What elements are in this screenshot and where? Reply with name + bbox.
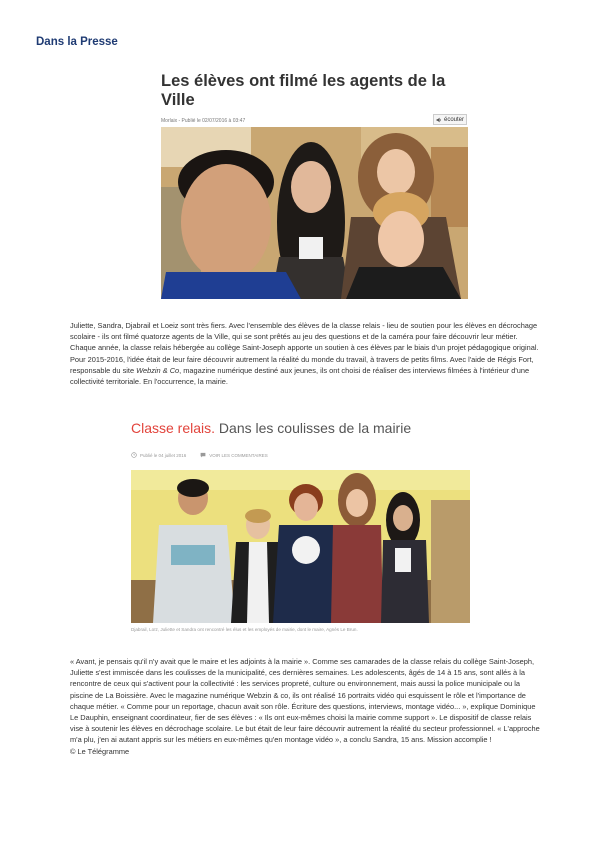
intro-paragraph-2: Pour 2015-2016, l'idée était de leur faire découvrir autrement la réalité du monde du travail, à travers de petits films. Avec l'aide de Régis Fort, responsable du site Webzin & Co, magazine numérique destiné aux jeunes, ils ont choisi de réaliser des interviews filmées à l'intérieur d'une collectivité territoriale. En l'occurrence, la mairie.: [70, 354, 534, 387]
comments-link[interactable]: [200, 452, 267, 458]
listen-button[interactable]: [433, 114, 467, 125]
mairie-group-photo: [131, 470, 470, 623]
clock-icon: [131, 452, 137, 458]
students-photo: [161, 127, 468, 299]
comments-label: VOIR LES COMMENTAIRES: [209, 452, 268, 458]
article-title: Les élèves ont filmé les agents de la Ville: [161, 72, 446, 109]
title-rest: Dans les coulisses de la mairie: [215, 420, 412, 436]
article-meta: Morlaix - Publié le 02/07/2016 à 03:47: [161, 118, 246, 124]
body-paragraph: « Avant, je pensais qu'il n'y avait que le maire et les adjoints à la mairie ». Comme ses camarades de la classe relais du collège Saint-Joseph, Juliette s'est immiscée dans les coulisses de la municipalité, ces dernières semaines. Les adolescents, âgés de 14 à 15 ans, sont allés à la rencontre de ceux qui s'activent pour la collectivité : les services propreté, culture ou environnement, mais aussi la police municipale ou la piscine de La Boissière. Avec le magazine numérique Webzin & co, ils ont réalisé 16 portraits vidéo qui esquissent le rôle et l'importance de chaque métier. « Comme pour un reportage, chacun avait son rôle. Écriture des questions, interviews, montage vidéo... », explique Dominique Le Dauphin, enseignant coordinateur, fier de ses élèves : « Ils ont eux-mêmes choisi la mairie comme support ». Le dispositif de classe relais vise à soutenir les élèves en décrochage scolaire. Le but était de leur faire découvrir autrement la réalité du secteur professionnel. « L'approche m'a plu, j'en ai autant appris sur les métiers en eux-mêmes qu'en montage vidéo », a conclu Sandra, 15 ans. Mission accomplie !: [70, 657, 540, 745]
section-title: Dans la Presse: [36, 36, 118, 48]
speaker-icon: [436, 117, 442, 123]
webzin-name: Webzin & Co: [136, 365, 180, 375]
intro-text: [70, 320, 540, 387]
article-body: [70, 656, 540, 757]
webzin-date: Publié le 04 juillet 2016: [140, 452, 187, 458]
intro-paragraph-1: Juliette, Sandra, Djabrail et Loeiz sont très fiers. Avec l'ensemble des élèves de la classe relais - lieu de soutien pour les élèves en décrochage scolaire - ils ont filmé quatorze agents de la Ville, qui se sont prêtés au jeu des questions et de la caméra pour faire découvrir leur métier. Chaque année, la classe relais hébergée au collège Saint-Joseph apporte un soutien à ces élèves par le biais d'un projet pédagogique original.: [70, 321, 539, 353]
photo-caption: Djabrail, Loïz, Juliette et Sandra ont rencontré les élus et les employés de mairie, dont le maire, Agnès Le Brun.: [131, 627, 358, 632]
title-accent: Classe relais.: [131, 420, 216, 436]
webzin-meta: [131, 452, 268, 458]
webzin-article-title: [131, 420, 411, 436]
listen-label: écouter: [444, 116, 465, 123]
comment-icon: [200, 452, 206, 458]
source-credit: © Le Télégramme: [70, 746, 130, 756]
